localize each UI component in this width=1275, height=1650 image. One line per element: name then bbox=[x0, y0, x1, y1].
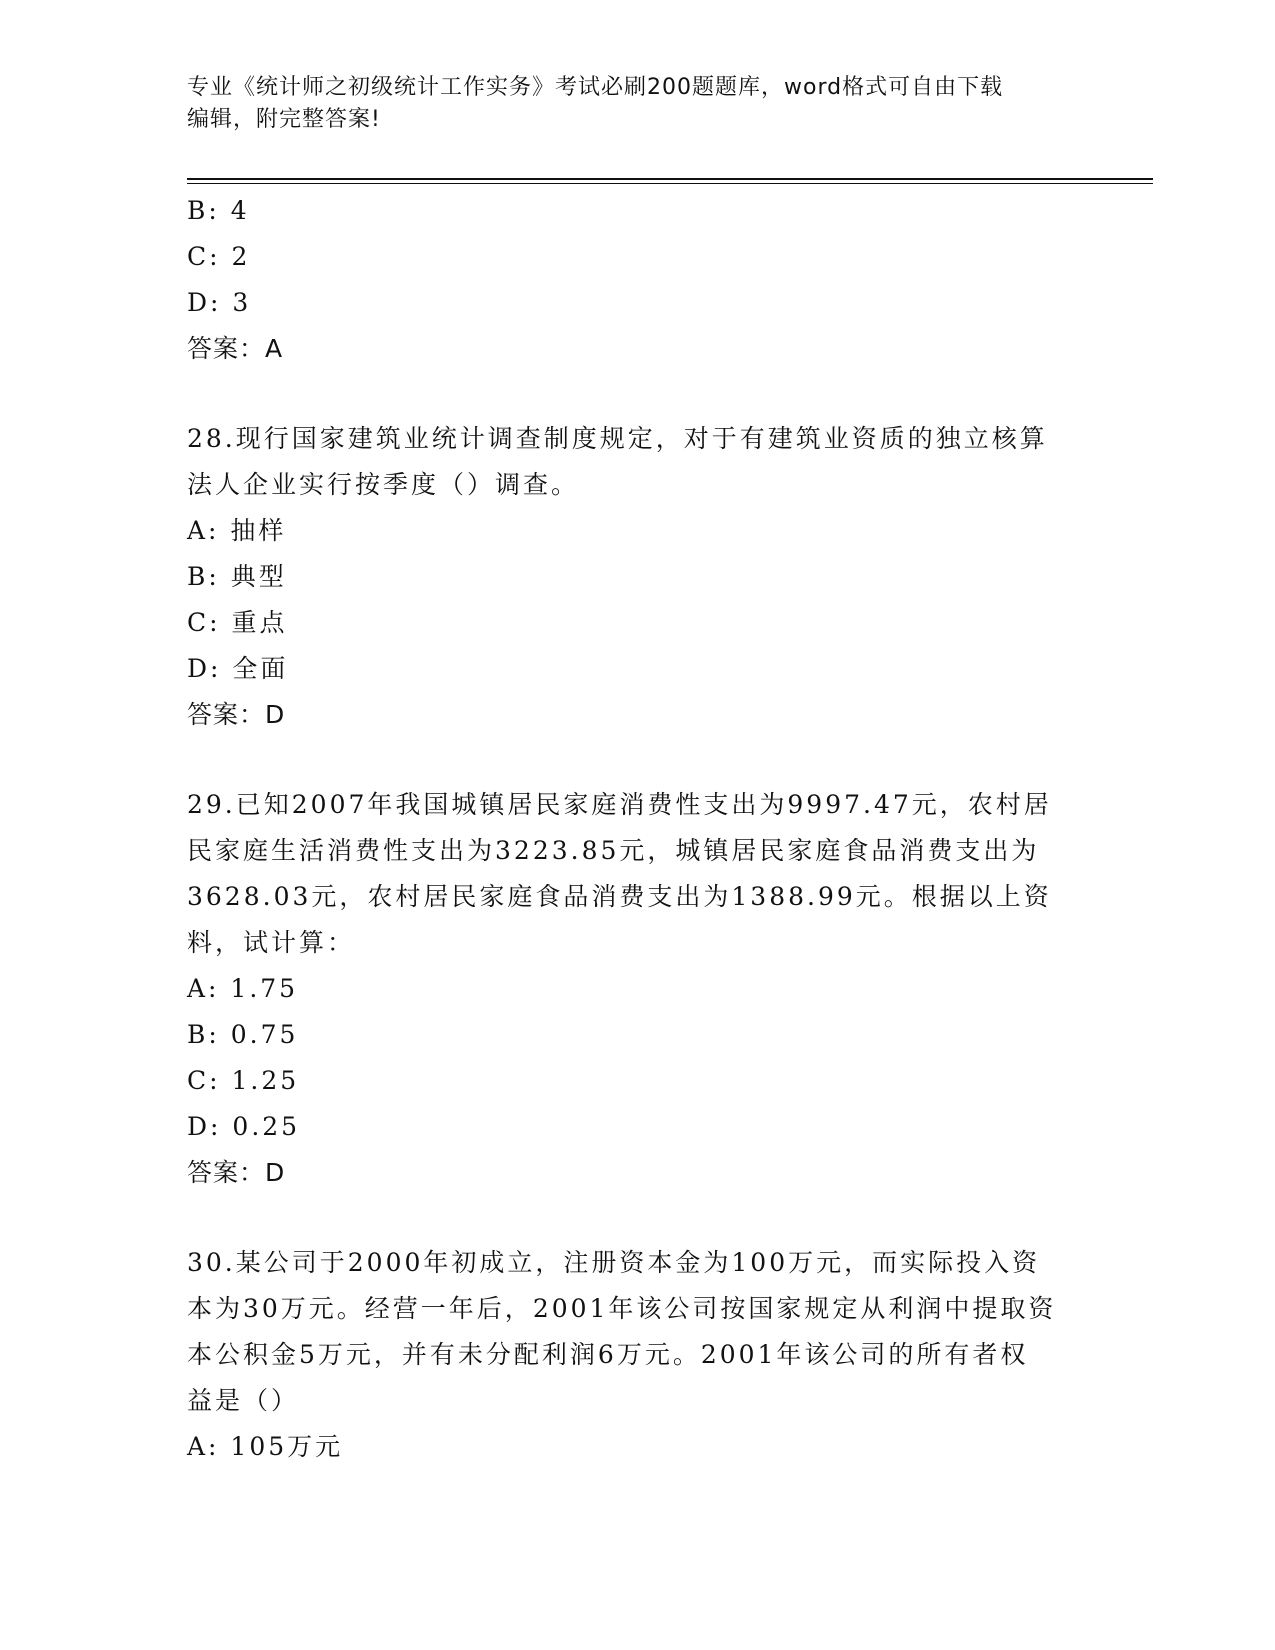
option-b: B: 0.75 bbox=[187, 1020, 299, 1049]
question-29 bbox=[187, 782, 1087, 1196]
option-d: D: 0.25 bbox=[187, 1112, 301, 1141]
option-b: B: 典型 bbox=[187, 562, 287, 591]
document-header bbox=[187, 72, 1077, 136]
question-stem-line: 料，试计算： bbox=[187, 928, 356, 957]
question-stem-line: 本为30万元。经营一年后，2001年该公司按国家规定从利润中提取资 bbox=[187, 1294, 1057, 1323]
option-a: A: 1.75 bbox=[187, 974, 299, 1003]
answer-line: 答案：A bbox=[187, 334, 284, 363]
question-30 bbox=[187, 1240, 1087, 1470]
option-b: B: 4 bbox=[187, 196, 250, 225]
document-body bbox=[187, 188, 1087, 1470]
option-d: D: 全面 bbox=[187, 654, 289, 683]
answer-line: 答案：D bbox=[187, 700, 286, 729]
question-stem-line: 本公积金5万元，并有未分配利润6万元。2001年该公司的所有者权 bbox=[187, 1340, 1029, 1369]
option-a: A: 抽样 bbox=[187, 516, 287, 545]
header-line-1: 专业《统计师之初级统计工作实务》考试必刷200题题库，word格式可自由下载 bbox=[187, 75, 1004, 100]
question-28 bbox=[187, 416, 1087, 738]
spacer bbox=[187, 372, 1087, 416]
spacer bbox=[187, 1196, 1087, 1240]
option-a: A: 105万元 bbox=[187, 1432, 344, 1461]
spacer bbox=[187, 738, 1087, 782]
option-c: C: 2 bbox=[187, 242, 251, 271]
question-stem-line: 民家庭生活消费性支出为3223.85元，城镇居民家庭食品消费支出为 bbox=[187, 836, 1040, 865]
header-line-2: 编辑，附完整答案! bbox=[187, 107, 381, 132]
question-stem-line: 29.已知2007年我国城镇居民家庭消费性支出为9997.47元，农村居 bbox=[187, 790, 1052, 819]
question-stem-line: 法人企业实行按季度（）调查。 bbox=[187, 470, 580, 499]
option-c: C: 重点 bbox=[187, 608, 288, 637]
question-stem-line: 3628.03元，农村居民家庭食品消费支出为1388.99元。根据以上资 bbox=[187, 882, 1052, 911]
answer-line: 答案：D bbox=[187, 1158, 286, 1187]
question-stem-line: 30.某公司于2000年初成立，注册资本金为100万元，而实际投入资 bbox=[187, 1248, 1041, 1277]
header-divider bbox=[187, 178, 1153, 184]
question-stem-line: 益是（） bbox=[187, 1386, 300, 1415]
question-stem-line: 28.现行国家建筑业统计调查制度规定，对于有建筑业资质的独立核算 bbox=[187, 424, 1048, 453]
option-c: C: 1.25 bbox=[187, 1066, 300, 1095]
question-27-partial bbox=[187, 188, 1087, 372]
option-d: D: 3 bbox=[187, 288, 252, 317]
